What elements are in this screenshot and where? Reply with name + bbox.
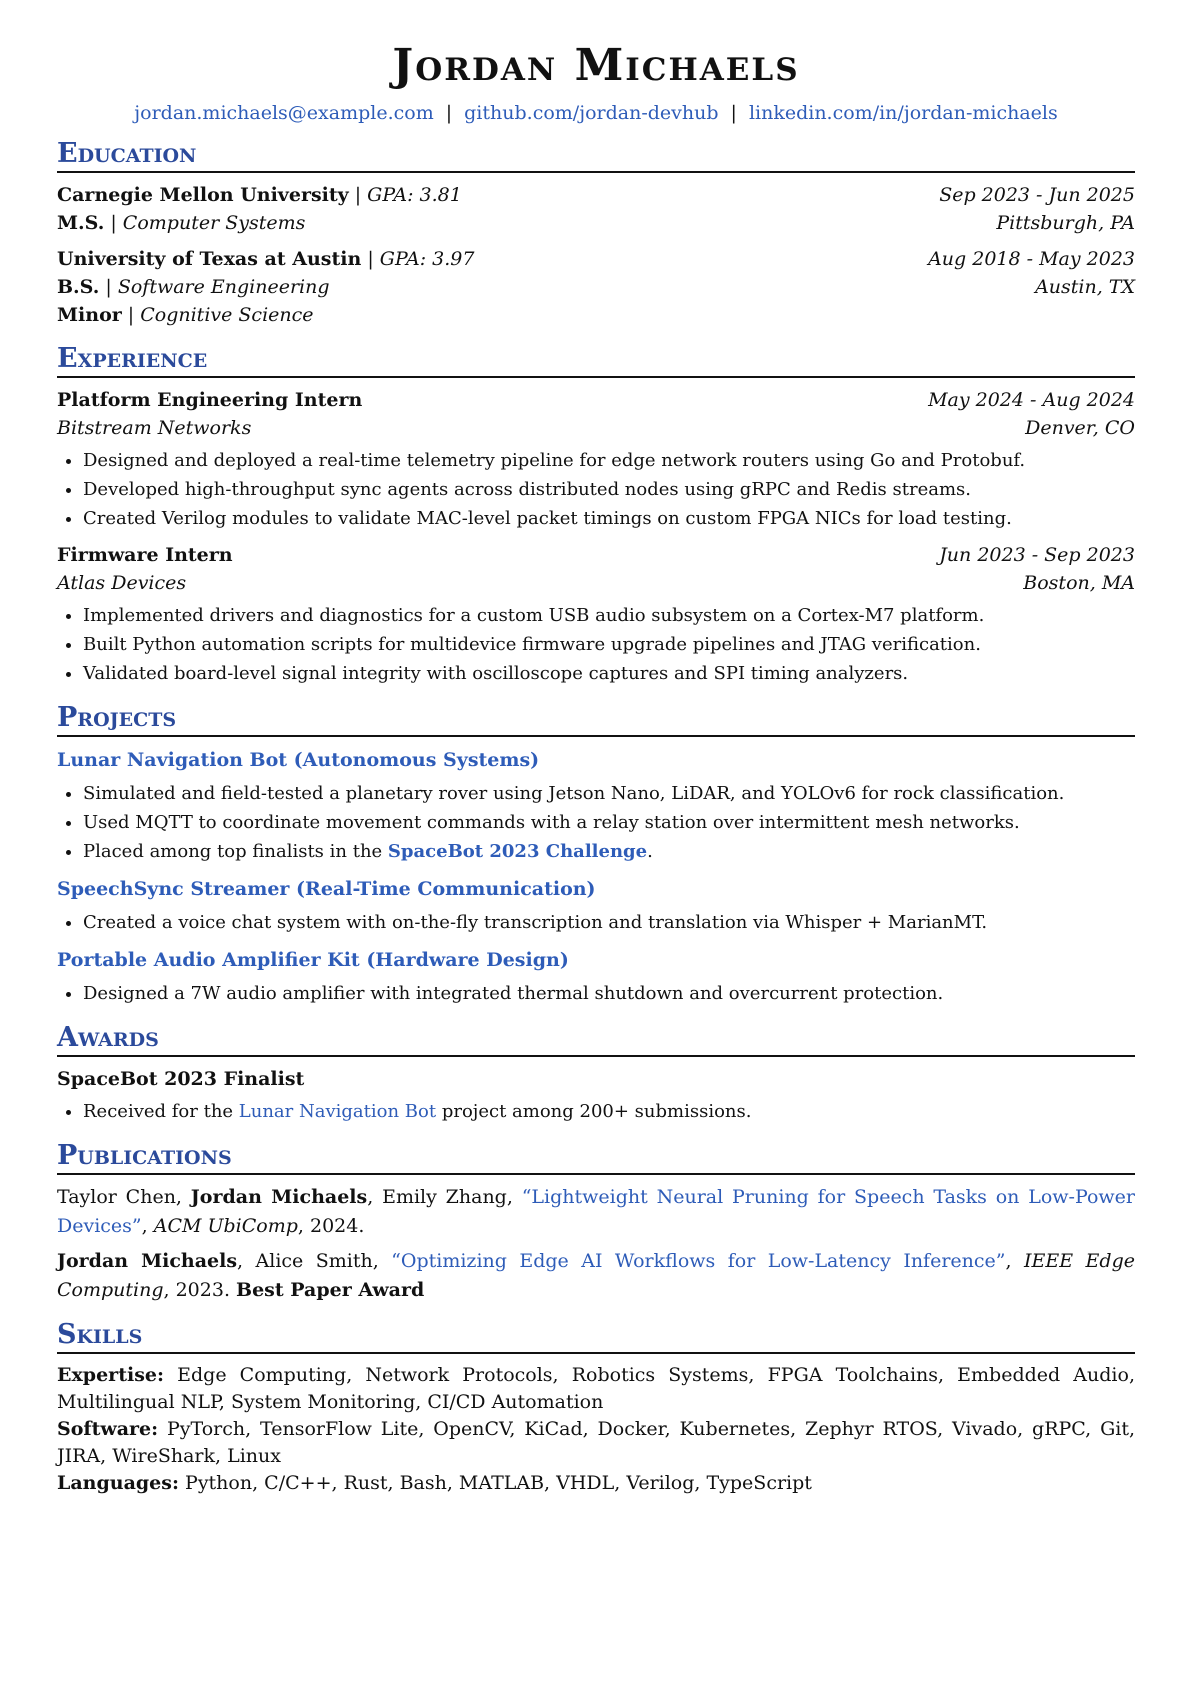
bullet-item: • Validated board-level signal integrity with oscilloscope captures and SPI timing analyzers. (83, 659, 1135, 688)
field-of-study: Software Engineering (117, 276, 330, 299)
field-of-study: Computer Systems (122, 212, 306, 235)
bullet-item: • Developed high-throughput sync agents across distributed nodes using gRPC and Redis streams. (83, 475, 1135, 504)
bullet-list (57, 1097, 1135, 1126)
section-education-title: Education (57, 138, 1135, 173)
job-title: Platform Engineering Intern (57, 389, 363, 412)
project-entry (57, 874, 1135, 937)
education-entry: Carnegie Mellon University | GPA: 3.81 Sep 2023 - Jun 2025 M.S. | Computer Systems Pittsburgh, PA (57, 181, 1135, 237)
publication-entry: Jordan Michaels, Alice Smith, “Optimizing Edge AI Workflows for Low-Latency Inference”, IEEE Edge Computing, 2023. Best Paper Award (57, 1250, 1135, 1302)
github-link[interactable]: github.com/jordan-devhub (464, 102, 719, 125)
job-title: Firmware Intern (57, 544, 233, 567)
resume-page (57, 42, 1135, 1497)
bullet-item: • Designed and deployed a real-time telemetry pipeline for edge network routers using Go and Protobuf. (83, 446, 1135, 475)
publication-venue: IEEE Edge Computing (57, 1250, 1135, 1302)
job-dates: Jun 2023 - Sep 2023 (939, 544, 1135, 567)
section-awards-title: Awards (57, 1022, 1135, 1057)
gpa: GPA: 3.97 (379, 248, 475, 271)
project-title-link[interactable]: Portable Audio Amplifier Kit (Hardware Design) (57, 949, 569, 972)
bullet-list (57, 908, 1135, 937)
email-link[interactable]: jordan.michaels@example.com (134, 102, 434, 125)
project-entry (57, 745, 1135, 866)
skills-expertise: Expertise: Edge Computing, Network Protocols, Robotics Systems, FPGA Toolchains, Embedded Audio, Multilingual NLP, System Monitoring, CI/CD Automation (57, 1364, 1135, 1414)
experience-entry (57, 541, 1135, 688)
degree: M.S. (57, 212, 105, 235)
bullet-item: • Implemented drivers and diagnostics for a custom USB audio subsystem on a Cortex-M7 platform. (83, 601, 1135, 630)
bullet-item: • Received for the Lunar Navigation Bot project among 200+ submissions. (83, 1097, 1135, 1126)
job-location: Boston, MA (1023, 572, 1135, 595)
gpa: GPA: 3.81 (367, 184, 462, 207)
section-experience-title: Experience (57, 343, 1135, 378)
project-entry (57, 945, 1135, 1008)
school-name: Carnegie Mellon University (57, 184, 349, 207)
job-dates: May 2024 - Aug 2024 (928, 389, 1135, 412)
project-title-link[interactable]: Lunar Navigation Bot (Autonomous Systems) (57, 749, 540, 772)
bullet-list (57, 601, 1135, 688)
bullet-item: • Placed among top finalists in the SpaceBot 2023 Challenge. (83, 837, 1135, 866)
publication-title-link[interactable]: “Lightweight Neural Pruning for Speech Tasks on Low-Power Devices” (57, 1186, 1136, 1238)
contact-line (57, 102, 1135, 124)
section-publications-title: Publications (57, 1140, 1135, 1175)
bullet-list (57, 779, 1135, 866)
contact-separator: | (445, 102, 453, 125)
publication-entry: Taylor Chen, Jordan Michaels, Emily Zhang, “Lightweight Neural Pruning for Speech Tasks on Low-Power Devices”, ACM UbiComp, 2024. (57, 1186, 1136, 1238)
best-paper-award: Best Paper Award (236, 1279, 425, 1302)
bullet-item: • Used MQTT to coordinate movement commands with a relay station over intermittent mesh networks. (83, 808, 1135, 837)
bullet-item: • Created a voice chat system with on-the-fly transcription and translation via Whisper + MarianMT. (83, 908, 1135, 937)
education-location: Austin, TX (1035, 276, 1135, 299)
project-title-link[interactable]: SpeechSync Streamer (Real-Time Communication) (57, 878, 596, 901)
award-title: SpaceBot 2023 Finalist (57, 1068, 305, 1091)
education-entry: University of Texas at Austin | GPA: 3.97 Aug 2018 - May 2023 B.S. | Software Engineering Austin, TX Minor | Cognitive Science (57, 245, 1135, 329)
minor-label: Minor (57, 304, 122, 327)
skills-languages: Languages: Python, C/C++, Rust, Bash, MATLAB, VHDL, Verilog, TypeScript (57, 1472, 812, 1495)
minor: Cognitive Science (140, 304, 314, 327)
section-projects-title: Projects (57, 702, 1135, 737)
publication-title-link[interactable]: “Optimizing Edge AI Workflows for Low-Latency Inference” (391, 1250, 1006, 1273)
skills-software: Software: PyTorch, TensorFlow Lite, OpenCV, KiCad, Docker, Kubernetes, Zephyr RTOS, Vivado, gRPC, Git, JIRA, WireShark, Linux (57, 1418, 1135, 1468)
award-project-link[interactable]: Lunar Navigation Bot (238, 1101, 437, 1123)
bullet-item: • Simulated and field-tested a planetary rover using Jetson Nano, LiDAR, and YOLOv6 for rock classification. (83, 779, 1135, 808)
job-location: Denver, CO (1025, 417, 1135, 440)
school-name: University of Texas at Austin (57, 248, 362, 271)
contact-separator: | (730, 102, 737, 125)
publication-venue: ACM UbiComp (153, 1215, 298, 1238)
section-skills-title: Skills (57, 1319, 1135, 1354)
degree: B.S. (57, 276, 100, 299)
linkedin-link[interactable]: linkedin.com/in/jordan-michaels (748, 102, 1058, 125)
education-location: Pittsburgh, PA (996, 212, 1135, 235)
education-dates: Sep 2023 - Jun 2025 (939, 184, 1135, 207)
bullet-list (57, 979, 1135, 1008)
candidate-name: Jordan Michaels (392, 40, 800, 91)
bullet-item: • Designed a 7W audio amplifier with integrated thermal shutdown and overcurrent protection. (83, 979, 1135, 1008)
education-dates: Aug 2018 - May 2023 (928, 248, 1135, 271)
challenge-link[interactable]: SpaceBot 2023 Challenge (387, 841, 648, 863)
bullet-item: • Created Verilog modules to validate MAC-level packet timings on custom FPGA NICs for load testing. (83, 504, 1135, 533)
bullet-list (57, 446, 1135, 533)
experience-entry (57, 386, 1135, 533)
bullet-item: • Built Python automation scripts for multidevice firmware upgrade pipelines and JTAG verification. (83, 630, 1135, 659)
company-name: Atlas Devices (57, 572, 187, 595)
company-name: Bitstream Networks (57, 417, 252, 440)
